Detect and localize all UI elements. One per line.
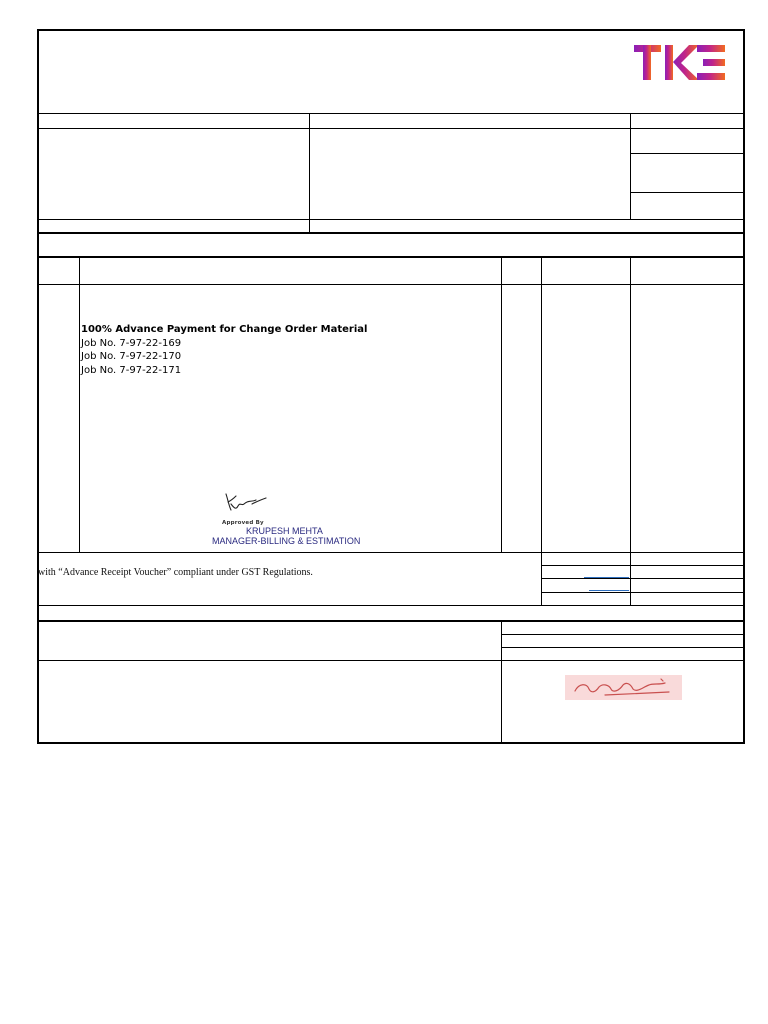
tke-logo — [633, 44, 727, 82]
footer-row-line — [501, 634, 744, 635]
footer-row-line — [38, 660, 744, 661]
job-number: Job No. 7-97-22-169 — [81, 337, 182, 349]
table-col-line — [79, 257, 80, 553]
totals-row-line — [541, 592, 744, 593]
totals-bottom-line — [38, 605, 744, 606]
amount-underline — [584, 577, 629, 578]
table-header-bottom — [38, 284, 744, 285]
gst-compliance-note: with “Advance Receipt Voucher” compliant under GST Regulations. — [38, 567, 313, 578]
info-row-divider — [630, 153, 744, 154]
approver-designation: MANAGER-BILLING & ESTIMATION — [212, 536, 361, 546]
header-divider — [38, 219, 744, 220]
job-number: Job No. 7-97-22-171 — [81, 364, 182, 376]
table-col-line — [501, 257, 502, 553]
column-divider — [630, 113, 631, 220]
header-divider — [38, 113, 744, 114]
approver-name: KRUPESH MEHTA — [246, 526, 323, 536]
table-col-line — [541, 257, 542, 606]
authorized-signature — [565, 675, 682, 700]
approved-by-label: Approved By — [222, 520, 264, 526]
header-divider — [38, 128, 744, 129]
table-col-line — [630, 257, 631, 606]
approver-signature — [222, 490, 270, 516]
footer-row-line — [501, 647, 744, 648]
section-divider — [38, 232, 744, 234]
totals-top-line — [38, 552, 744, 553]
job-number: Job No. 7-97-22-170 — [81, 351, 182, 362]
info-row-divider — [630, 192, 744, 193]
footer-col-line — [501, 621, 502, 743]
totals-row-line — [541, 578, 744, 579]
totals-row-line — [541, 565, 744, 566]
item-title: 100% Advance Payment for Change Order Material — [81, 324, 368, 335]
footer-top-line — [38, 620, 744, 622]
table-header-top — [38, 256, 744, 258]
amount-underline — [589, 590, 629, 591]
item-description — [81, 323, 367, 377]
column-divider — [309, 113, 310, 233]
invoice-frame — [37, 29, 745, 744]
